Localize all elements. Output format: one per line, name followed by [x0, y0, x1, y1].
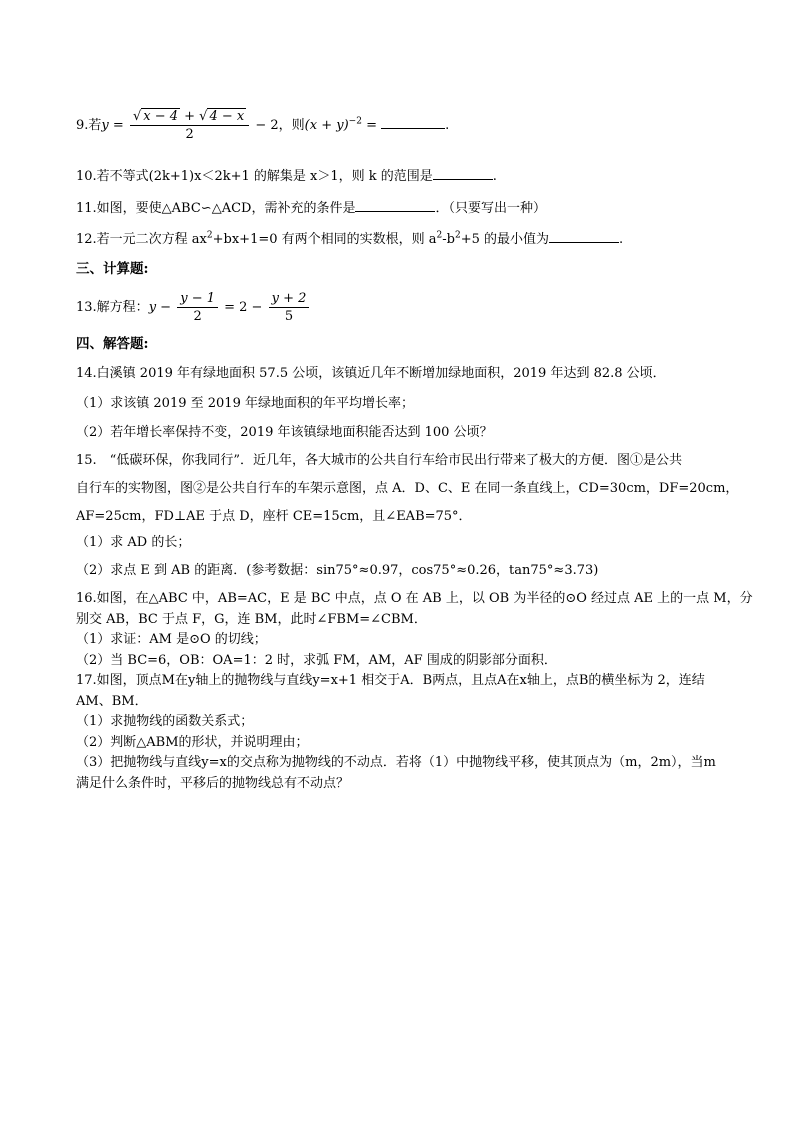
q11-text: 11.如图，要使△ABC∽△ACD，需补充的条件是 [76, 201, 356, 216]
q12-answer-blank [549, 230, 619, 243]
q13-f2-den: 5 [284, 309, 294, 324]
q13-eq: = 2 − [220, 300, 267, 315]
q9-numer-a: x − 4 [143, 109, 178, 124]
question-17-line-1: 17.如图，顶点M在y轴上的抛物线与直线y=x+1 相交于A．B两点，且点A在x轴上，点B的横坐标为 2，连结 [76, 673, 705, 688]
q12-sup2: 2 [436, 230, 443, 241]
q13-y: y [148, 300, 157, 315]
q9-denom: 2 [185, 127, 194, 142]
q13-prefix: 13.解方程： [76, 300, 149, 315]
q10-answer-blank [433, 167, 493, 180]
q13-fraction-2 [269, 290, 310, 325]
q9-end: . [445, 118, 450, 133]
q10-text: 10.若不等式(2k+1)x＜2k+1 的解集是 x＞1，则 k 的范围是 [76, 169, 433, 184]
question-16-line-2: 别交 AB，BC 于点 F，G，连 BM，此时∠FBM=∠CBM． [76, 612, 427, 627]
question-15-line-1: 15. “低碳环保，你我同行”．近几年，各大城市的公共自行车给市民出行带来了极大的方便．图①是公共 [76, 453, 682, 468]
q13-minus: − [156, 300, 176, 315]
question-16-part-2: （2）当 BC=6，OB：OA=1：2 时，求弧 FM，AM，AF 围成的阴影部分面积． [76, 653, 557, 668]
q13-f2-num: y + 2 [269, 290, 310, 308]
question-17-part-4: 满足什么条件时，平移后的抛物线总有不动点？ [76, 776, 350, 791]
q12-pre: 12.若一元二次方程 ax [76, 232, 207, 247]
question-13 [76, 290, 311, 325]
question-15-line-3: AF=25cm，FD⊥AE 于点 D，座杆 CE=15cm，且∠EAB=75°． [76, 509, 472, 524]
q13-f1-den: 2 [193, 309, 202, 324]
question-17-part-2: （2）判断△ABM的形状，并说明理由； [76, 735, 309, 750]
question-12 [76, 230, 623, 248]
question-10 [76, 167, 497, 185]
question-14-stem: 14.白溪镇 2019 年有绿地面积 57.5 公顷，该镇近几年不断增加绿地面积，2019 年达到 82.8 公顷． [76, 366, 666, 381]
q9-fraction: $\frac{√ x - 4 + √ 4 - x}{2}$ [130, 108, 249, 143]
question-9 [76, 108, 449, 143]
q9-exponent: −2 [348, 116, 362, 127]
q9-plus: + [180, 109, 200, 124]
question-16-line-1: 16.如图，在△ABC 中，AB=AC，E 是 BC 中点，点 O 在 AB 上，以 OB 为半径的⊙O 经过点 AE 上的一点 M，分 [76, 591, 753, 606]
question-15-part-1: （1）求 AD 的长； [76, 535, 191, 550]
question-11 [76, 199, 546, 217]
question-14-part-1: （1）求该镇 2019 至 2019 年绿地面积的年平均增长率； [76, 396, 414, 411]
question-16-part-1: （1）求证：AM 是⊙O 的切线； [76, 632, 267, 647]
q9-eq: = [108, 118, 128, 133]
q9-y: y [101, 118, 109, 133]
q12-end: . [619, 232, 624, 247]
question-17-part-1: （1）求抛物线的函数关系式； [76, 714, 254, 729]
q12-sup1: 2 [206, 230, 213, 241]
q9-answer-blank [381, 116, 445, 129]
q9-eq2: = [361, 118, 382, 133]
question-15-line-2: 自行车的实物图，图②是公共自行车的车架示意图，点 A．D、C、E 在同一条直线上，CD=30cm，DF=20cm， [76, 481, 739, 496]
q13-fraction-1 [177, 290, 218, 325]
q9-prefix: 9.若 [76, 118, 102, 133]
q12-mid2: -b [442, 232, 455, 247]
q11-end: ．（只要写出一种） [435, 201, 546, 216]
section-4-heading: 四、解答题: [76, 336, 149, 352]
question-15-part-2: （2）求点 E 到 AB 的距离．(参考数据：sin75°≈0.97，cos75°≈0.26，tan75°≈3.73) [76, 563, 599, 578]
q9-power-expr: (x + y) [304, 118, 349, 133]
section-3-heading: 三、计算题: [76, 261, 149, 277]
q9-numer-b: 4 − x [209, 109, 245, 124]
q12-mid3: +5 的最小值为 [460, 232, 549, 247]
q13-f1-num: y − 1 [177, 290, 218, 308]
q10-end: . [492, 169, 497, 184]
q9-minus-two: − 2，则 [251, 118, 305, 133]
question-17-part-3: （3）把抛物线与直线y=x的交点称为抛物线的不动点．若将（1）中抛物线平移，使其顶点为（m，2m），当m [76, 755, 716, 770]
q12-sup3: 2 [454, 230, 461, 241]
q12-mid1: +bx+1=0 有两个相同的实数根，则 a [212, 232, 437, 247]
question-17-line-2: AM、BM． [76, 694, 148, 709]
q11-answer-blank [355, 199, 435, 212]
question-14-part-2: （2）若年增长率保持不变，2019 年该镇绿地面积能否达到 100 公顷？ [76, 425, 493, 440]
